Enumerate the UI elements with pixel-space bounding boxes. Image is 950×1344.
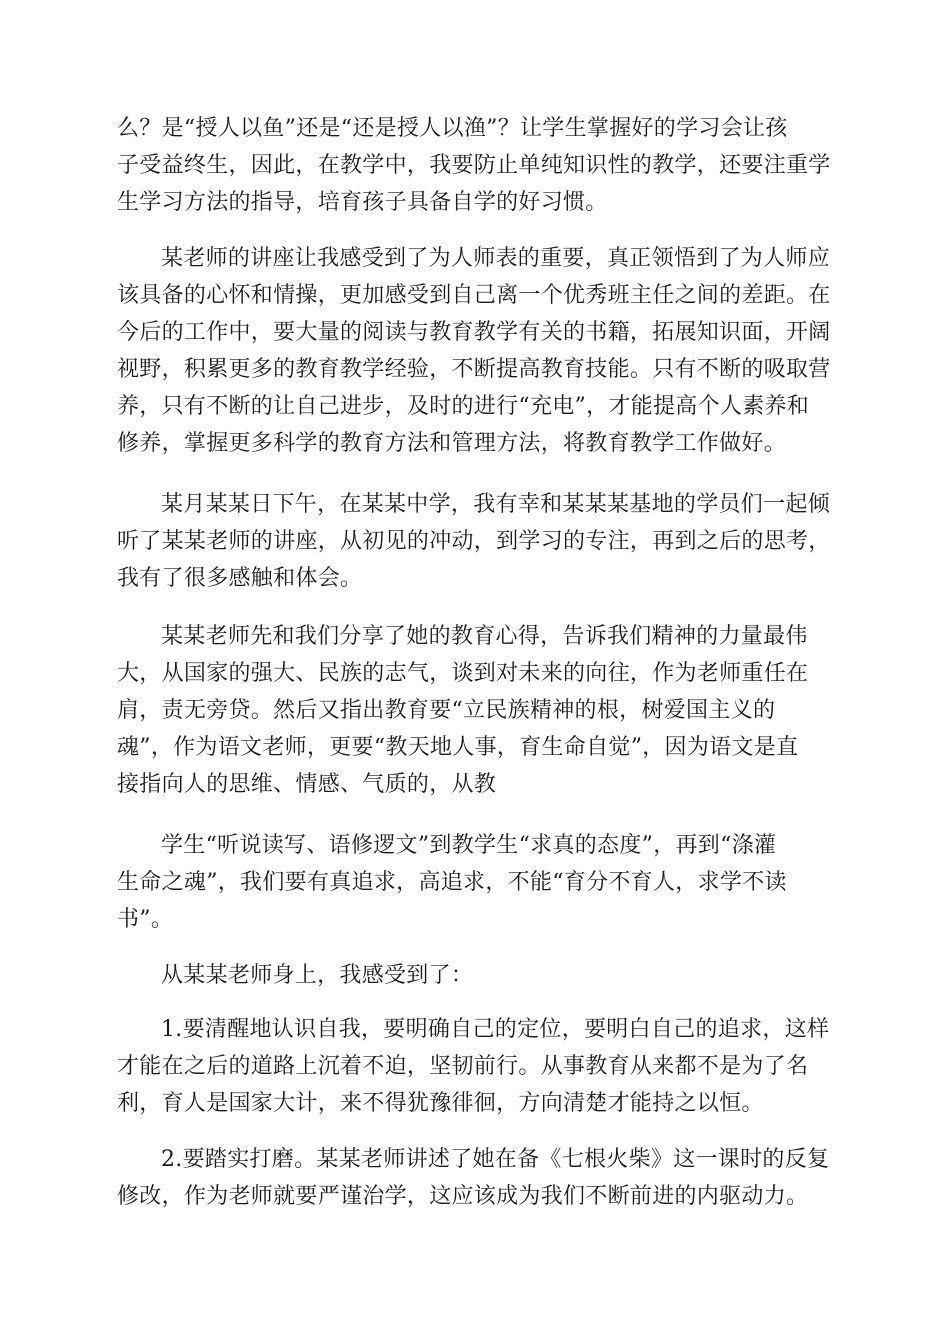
- paragraph-line: 生命之魂”，我们要有真追求，高追求，不能“育分不育人，求学不读: [117, 870, 787, 895]
- paragraph-line: 大，从国家的强大、民族的志气，谈到对未来的向往，作为老师重任在: [117, 661, 809, 686]
- paragraph-line: 该具备的心怀和情操，更加感受到自己离一个优秀班主任之间的差距。在: [117, 283, 831, 308]
- paragraph-line: 生学习方法的指导，培育孩子具备自学的好习惯。: [117, 190, 608, 215]
- paragraph-line: 听了某某老师的讲座，从初见的冲动，到学习的专注，再到之后的思考，: [117, 529, 831, 554]
- paragraph-line: 子受益终生，因此，在教学中，我要防止单纯知识性的教学，还要注重学: [117, 153, 831, 178]
- paragraph-line: 书”。: [117, 907, 174, 932]
- paragraph-line: 才能在之后的道路上沉着不迫，坚韧前行。从事教育从来都不是为了名: [117, 1054, 809, 1079]
- paragraph-1: [117, 110, 833, 221]
- paragraph-line: 利，育人是国家大计，来不得犹豫徘徊，方向清楚才能持之以恒。: [117, 1091, 764, 1116]
- paragraph-line: 我有了很多感触和体会。: [117, 566, 363, 591]
- paragraph-8: [117, 1141, 833, 1215]
- paragraph-line: 视野，积累更多的教育教学经验，不断提高教育技能。只有不断的吸取营: [117, 357, 831, 382]
- paragraph-line: 某某老师先和我们分享了她的教育心得，告诉我们精神的力量最伟: [161, 624, 808, 649]
- paragraph-line: 1.要清醒地认识自我，要明确自己的定位，要明白自己的追求，这样: [161, 1017, 830, 1042]
- paragraph-2: [117, 240, 833, 462]
- paragraph-line: 么？是“授人以鱼”还是“还是授人以渔”？让学生掌握好的学习会让孩: [117, 116, 788, 141]
- paragraph-line: 某月某某日下午，在某某中学，我有幸和某某某基地的学员们一起倾: [161, 492, 831, 517]
- paragraph-line: 2.要踏实打磨。某某老师讲述了她在备《七根火柴》这一课时的反复: [161, 1147, 830, 1172]
- paragraph-7: [117, 1011, 833, 1122]
- paragraph-line: 肩，责无旁贷。然后又指出教育要“立民族精神的根，树爱国主义的: [117, 698, 776, 723]
- paragraph-line: 魂”，作为语文老师，更要“教天地人事，育生命自觉”，因为语文是直: [117, 735, 799, 760]
- paragraph-line: 学生“听说读写、语修逻文”到教学生“求真的态度”，再到“涤灌: [161, 833, 777, 858]
- paragraph-6: [117, 957, 833, 994]
- paragraph-line: 修改，作为老师就要严谨治学，这应该成为我们不断前进的内驱动力。: [117, 1184, 809, 1209]
- paragraph-line: 修养，掌握更多科学的教育方法和管理方法，将教育教学工作做好。: [117, 431, 787, 456]
- paragraph-line: 接指向人的思维、情感、气质的，从教: [117, 772, 497, 797]
- paragraph-4: [117, 618, 833, 803]
- paragraph-5: [117, 827, 833, 938]
- paragraph-line: 养，只有不断的让自己进步，及时的进行“充电”，才能提高个人素养和: [117, 394, 810, 419]
- paragraph-line: 从某某老师身上，我感受到了：: [161, 963, 474, 988]
- paragraph-line: 某老师的讲座让我感受到了为人师表的重要，真正领悟到了为人师应: [161, 246, 831, 271]
- paragraph-3: [117, 486, 833, 597]
- paragraph-line: 今后的工作中，要大量的阅读与教育教学有关的书籍，拓展知识面，开阔: [117, 320, 831, 345]
